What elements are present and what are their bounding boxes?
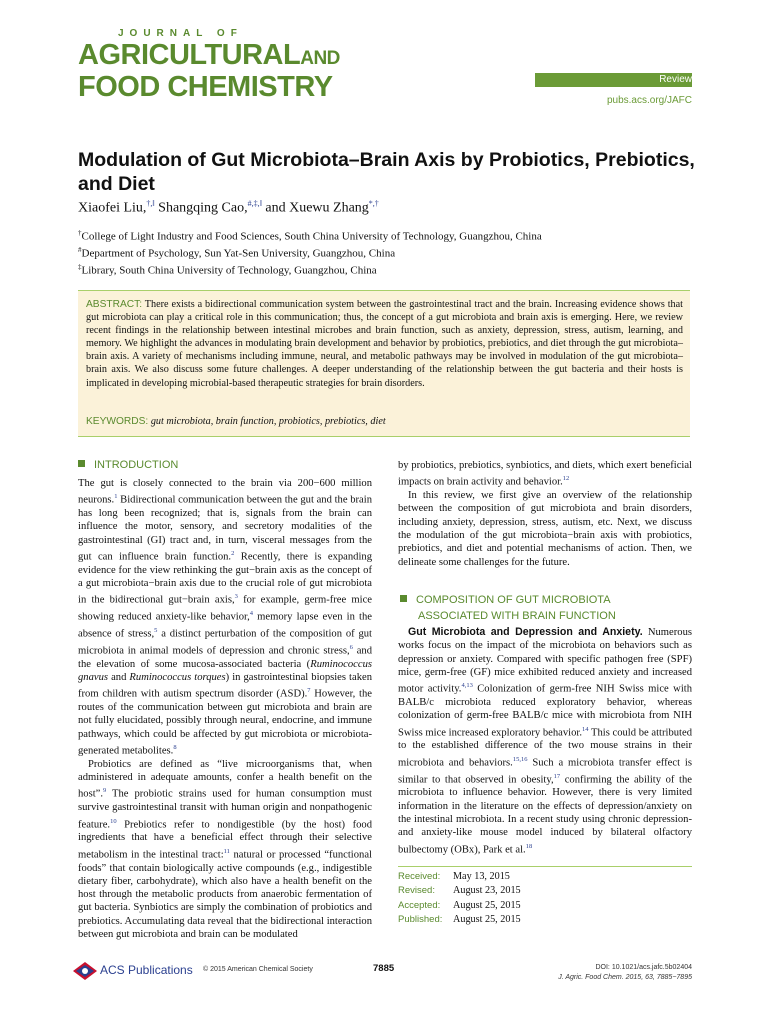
author-marks: †,‖	[146, 199, 155, 208]
article-title: Modulation of Gut Microbiota–Brain Axis by Probiotics, Prebiotics, and Diet	[78, 149, 695, 195]
date-row: Published: August 25, 2015	[398, 913, 521, 925]
dates-divider	[398, 866, 692, 867]
journal-small-title: JOURNAL OF	[118, 28, 243, 39]
abstract-body: There exists a bidirectional communication system between the gastrointestinal tract and the brain. Increasing evidence shows that gut microbiota can play a critical role in this communication; thus, the concept of a gut microbiota and brain axis is emerging. Here, we review recent findings in the relationship between intestinal microbes and brain function, such as anxiety, depression, stress, autism, learning, and memory. We highlight the advances in modulating brain development and behavior by probiotics, prebiotics, and diet through the gut microbiota–brain axis. A variety of mechanisms including immune, neural, and metabolic pathways may be involved in modulation of the gut microbiota–brain axis. We also discuss some future challenges. A deeper understanding of the relationship between the gut bacteria and their hosts is implicated in developing microbial-based therapeutic strategies for brain disorders.	[86, 299, 683, 389]
section-square-icon	[400, 595, 407, 602]
affiliation: ‡Library, South China University of Technology, Guangzhou, China	[78, 263, 377, 277]
date-row: Accepted: August 25, 2015	[398, 899, 521, 911]
ref-link[interactable]: 2	[231, 550, 235, 558]
ref-link[interactable]: 10	[110, 817, 117, 825]
ref-link[interactable]: 14	[582, 725, 589, 733]
paragraph: Probiotics are defined as “live microorganisms that, when administered in adequate amounts, confer a health benefit on the host”.$^9$ The probiotic strains used for human consumption must survive gastrointestinal transit with human origin and nonpathogenic feature.$^{10}$ Prebiotics refer to nondigestible (by the host) food ingredients that have a beneficial effect through their selective metabolism in the intestinal tract:$^{11}$ natural or processed “functional foods” that contain biologically active compounds (e.g., indigestible dietary fiber, carbohydrate), which also have a health benefit on the host through the metabolic products from anaerobic fermentation of gut bacteria. Synbiotics are simply the combination of probiotics and prebiotics. Accumulating data reveal that the bidirectional interaction between gut microbiota and brain can be modulated	[78, 758, 372, 941]
ref-link[interactable]: 9	[103, 787, 107, 795]
ref-link[interactable]: 5	[154, 627, 158, 635]
abstract-label: ABSTRACT:	[86, 299, 143, 310]
ref-link[interactable]: 6	[349, 643, 353, 651]
doi[interactable]: DOI: 10.1021/acs.jafc.5b02404	[595, 964, 692, 971]
author-marks: #,‡,‖	[247, 199, 262, 208]
acs-logo-icon	[72, 961, 98, 986]
ref-link[interactable]: 7	[307, 687, 311, 695]
affiliation: †College of Light Industry and Food Sciences, South China University of Technology, Guangzhou, China	[78, 229, 542, 243]
citation: J. Agric. Food Chem. 2015, 63, 7885−7895	[558, 974, 692, 981]
section-heading-introduction: INTRODUCTION	[78, 459, 178, 471]
doi-citation	[558, 963, 692, 983]
page-number: 7885	[373, 963, 395, 974]
article-type-label: Review	[659, 74, 692, 85]
abstract-text	[86, 298, 683, 390]
right-column-top	[398, 459, 692, 569]
ref-link[interactable]: 11	[223, 847, 230, 855]
paragraph: Gut Microbiota and Depression and Anxiety. Numerous works focus on the impact of the microbiota on behaviors such as depression or anxiety. Compared with specific pathogen free (SPF) mice, germ-free (GF) mice exhibited reduced anxiety and increased motor activity.$^{4,13}$ Colonization of germ-free NIH Swiss mice with BALB/c microbiota reduced exploratory behavior, whereas colonization of germ-free BALB/c mice with microbiota from NIH Swiss mice increased exploratory behavior.$^{14}$ This could be attributed to the established difference of the two mouse strains in their microbiota and behaviors.$^{15,16}$ Such a microbiota transfer effect is similar to that observed in obesity,$^{17}$ confirming the ability of the microbiota to influence behavior. However, there is very limited information in the literature on the effects of depression/anxiety on the intestinal microbiota. In a recent study using chronic depression- and anxiety-like mouse model induced by bilateral olfactory bulbectomy (OBx), Park et al.$^{18}$	[398, 626, 693, 856]
section-square-icon	[78, 460, 85, 467]
ref-link[interactable]: 18	[525, 842, 533, 850]
journal-word-agricultural: AGRICULTURAL	[78, 39, 301, 71]
author-marks: *,†	[368, 199, 379, 208]
keywords	[86, 416, 386, 427]
publication-dates	[398, 870, 521, 927]
keywords-label: KEYWORDS:	[86, 416, 149, 427]
right-column-bottom	[398, 626, 692, 856]
author-list	[78, 199, 379, 217]
ref-link[interactable]: 1	[114, 493, 118, 501]
affiliation: #Department of Psychology, Sun Yat-Sen University, Guangzhou, China	[78, 246, 396, 260]
ref-link[interactable]: 12	[562, 475, 570, 483]
date-row: Revised: August 23, 2015	[398, 885, 521, 897]
author-name[interactable]: Shangqing Cao,	[158, 200, 248, 216]
journal-name-line1	[78, 40, 340, 74]
ref-link[interactable]: 4	[249, 610, 253, 618]
paragraph: The gut is closely connected to the brain via 200−600 million neurons.$^1$ Bidirectional communication between the gut and the brain has long been recognized; that is, signals from the brain can influence the motor, sensory, and secretory modalities of the gastrointestinal (GI) tract and, in turn, visceral messages from the gut can influence brain function.$^2$ Recently, there is expanding evidence for the view rethinking the gut−brain axis as the concept of a gut microbiota−brain axis due to the crucial role of gut microbiota in the bidirectional gut−brain axis,$^3$ for example, germ-free mice showing reduced anxiety-like behavior,$^4$ memory lapse even in the absence of stress,$^5$ a distinct perturbation of the composition of gut microbiota in animal models of depression and chronic stress,$^6$ and the elevation of some mucosa-associated bacteria (Ruminococcus gnavus and Ruminococcus torques) in gastrointestinal biopsies taken from children with autism spectrum disorder (ASD).$^7$ However, the routes of the communication between gut microbiota and brain are not fully elucidated, possibly through neural, endocrine, and immune pathways, which could be affected by gut microbiota or microbiota-generated metabolites.$^8$	[78, 478, 373, 757]
paragraph: In this review, we first give an overview of the relationship between the composition of gut microbiota and brain disorders, including anxiety, depression, stress, autism, etc. Next, we discuss the modulation of the gut microbiota−brain axis with probiotics, prebiotics, and diet and potential mechanisms of action. Then, we delineate some challenges for the future.	[398, 490, 692, 568]
section-heading-composition: COMPOSITION OF GUT MICROBIOTA ASSOCIATED WITH BRAIN FUNCTION	[400, 592, 616, 624]
author-name[interactable]: and Xuewu Zhang	[265, 200, 369, 216]
ref-link[interactable]: 8	[173, 744, 177, 752]
paragraph: by probiotics, prebiotics, synbiotics, and diets, which exert beneficial impacts on brain activity and behavior.$^{12}$	[398, 460, 692, 488]
copyright: © 2015 American Chemical Society	[203, 966, 313, 973]
journal-name-line2: FOOD CHEMISTRY	[78, 71, 333, 103]
publisher-name[interactable]: ACS Publications	[100, 963, 193, 977]
keywords-list: gut microbiota, brain function, probiotics, prebiotics, diet	[150, 416, 386, 427]
author-name[interactable]: Xiaofei Liu,	[78, 200, 147, 216]
left-column	[78, 477, 372, 941]
ref-link[interactable]: 3	[234, 593, 238, 601]
journal-word-and: AND	[300, 48, 340, 69]
date-row: Received: May 13, 2015	[398, 871, 510, 882]
ref-link[interactable]: 4,13	[461, 682, 473, 690]
journal-url[interactable]: pubs.acs.org/JAFC	[606, 95, 692, 106]
ref-link[interactable]: 17	[553, 772, 561, 780]
ref-link[interactable]: 15,16	[512, 755, 528, 763]
subsection-heading: Gut Microbiota and Depression and Anxiety.	[408, 626, 643, 638]
